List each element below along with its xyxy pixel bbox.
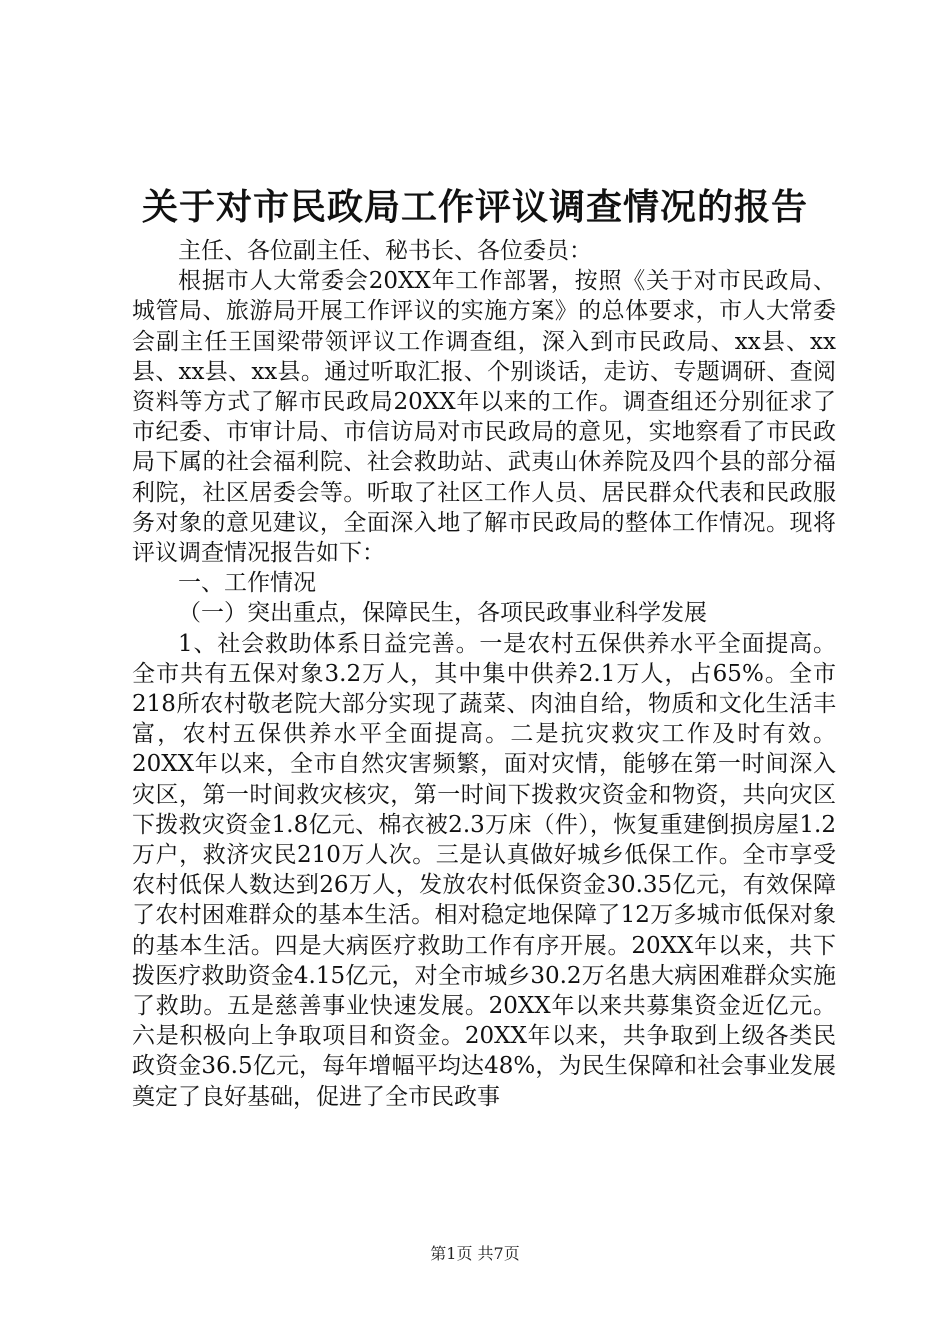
section-heading-work-status: 一、工作情况: [178, 570, 316, 597]
paragraph-intro: 根据市人大常委会20XX年工作部署，按照《关于对市民政局、城管局、旅游局开展工作评议的实施方案》的总体要求，市人大常委会副主任王国梁带领评议工作调查组，深入到市民政局、xx县、xx县、xx县、xx县。通过听取汇报、个别谈话，走访、专题调研、查阅资料等方式了解市民政局20XX年以来的工作。调查组还分别征求了市纪委、市审计局、市信访局对市民政局的意见，实地察看了市民政局下属的社会福利院、社会救助站、武夷山休养院及四个县的部分福利院，社区居委会等。听取了社区工作人员、居民群众代表和民政服务对象的意见建议，全面深入地了解市民政局的整体工作情况。现将评议调查情况报告如下：: [132, 268, 836, 567]
salutation: 主任、各位副主任、秘书长、各位委员：: [178, 238, 592, 264]
document-body: [132, 236, 836, 1112]
document-title: 关于对市民政局工作评议调查情况的报告: [141, 186, 808, 228]
page-footer: 第1页 共7页: [430, 1244, 520, 1263]
paragraph-social-assistance: 1、社会救助体系日益完善。一是农村五保供养水平全面提高。全市共有五保对象3.2万人，其中集中供养2.1万人，占65%。全市218所农村敬老院大部分实现了蔬菜、肉油自给，物质和文化生活丰富，农村五保供养水平全面提高。二是抗灾救灾工作及时有效。20XX年以来，全市自然灾害频繁，面对灾情，能够在第一时间深入灾区，第一时间救灾核灾，第一时间下拨救灾资金和物资，共向灾区下拨救灾资金1.8亿元、棉衣被2.3万床（件），恢复重建倒损房屋1.2万户，救济灾民210万人次。三是认真做好城乡低保工作。全市享受农村低保人数达到26万人，发放农村低保资金30.35亿元，有效保障了农村困难群众的基本生活。相对稳定地保障了12万多城市低保对象的基本生活。四是大病医疗救助工作有序开展。20XX年以来，共下拨医疗救助资金4.15亿元，对全市城乡30.2万名患大病困难群众实施了救助。五是慈善事业快速发展。20XX年以来共募集资金近亿元。六是积极向上争取项目和资金。20XX年以来，共争取到上级各类民政资金36.5亿元，每年增幅平均达48%，为民生保障和社会事业发展奠定了良好基础，促进了全市民政事: [132, 630, 836, 1110]
subsection-heading: （一）突出重点，保障民生，各项民政事业科学发展: [178, 600, 707, 627]
